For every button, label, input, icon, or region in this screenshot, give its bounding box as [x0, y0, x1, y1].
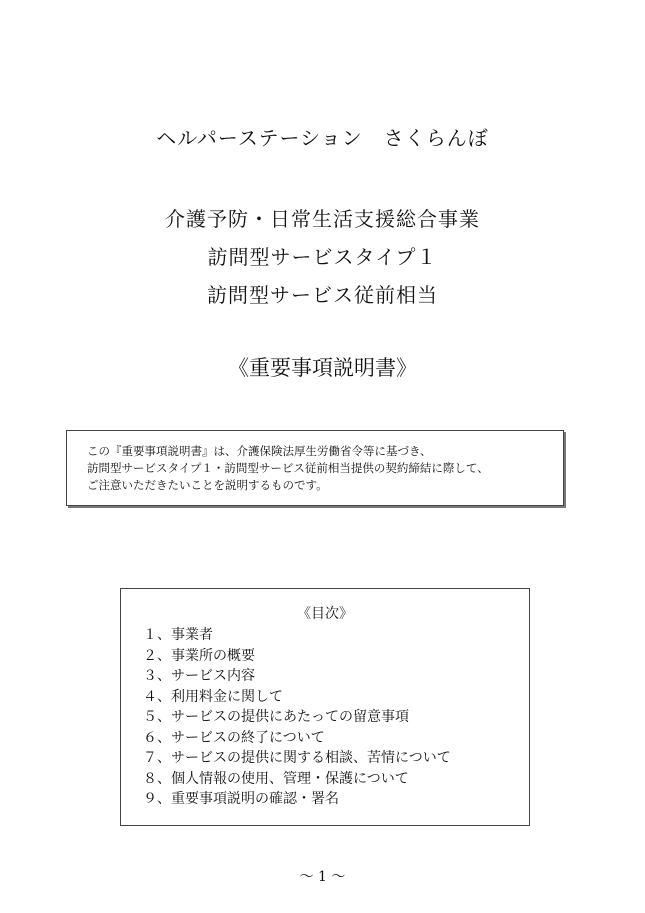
- service-title-line: 訪問型サービスタイプ１: [207, 245, 438, 269]
- table-of-contents: [120, 588, 530, 826]
- page-number: ～ 1 ～: [299, 869, 346, 885]
- toc-item: ８、個人情報の使用、管理・保護について: [143, 770, 409, 787]
- document-title: 《重要事項説明書》: [228, 356, 417, 380]
- toc-list: [143, 625, 529, 810]
- intro-box: [66, 430, 564, 506]
- intro-line: 訪問型サービスタイプ１・訪問型サービス従前相当提供の契約締結に際して、: [87, 461, 489, 475]
- toc-item: ４、利用料金に関して: [143, 688, 283, 705]
- toc-heading: 《目次》: [297, 606, 353, 622]
- toc-item: ５、サービスの提供にあたっての留意事項: [143, 709, 409, 725]
- toc-item: ３、サービス内容: [143, 668, 255, 684]
- toc-item: ９、重要事項説明の確認・署名: [143, 791, 339, 807]
- intro-line: この『重要事項説明書』は、介護保険法厚生労働省令等に基づき、: [87, 444, 432, 458]
- toc-item: ６、サービスの終了について: [143, 729, 325, 746]
- service-title-line: 訪問型サービス従前相当: [207, 283, 438, 307]
- service-title-line: 介護予防・日常生活支援総合事業: [165, 207, 480, 231]
- toc-item: ２、事業所の概要: [143, 647, 255, 664]
- toc-item: １、事業者: [143, 627, 213, 643]
- service-titles: [0, 200, 645, 314]
- toc-item: ７、サービスの提供に関する相談、苦情について: [143, 750, 451, 766]
- organization-name: ヘルパーステーション さくらんぼ: [156, 126, 489, 150]
- intro-line: ご注意いただきたいことを説明するものです。: [87, 478, 328, 492]
